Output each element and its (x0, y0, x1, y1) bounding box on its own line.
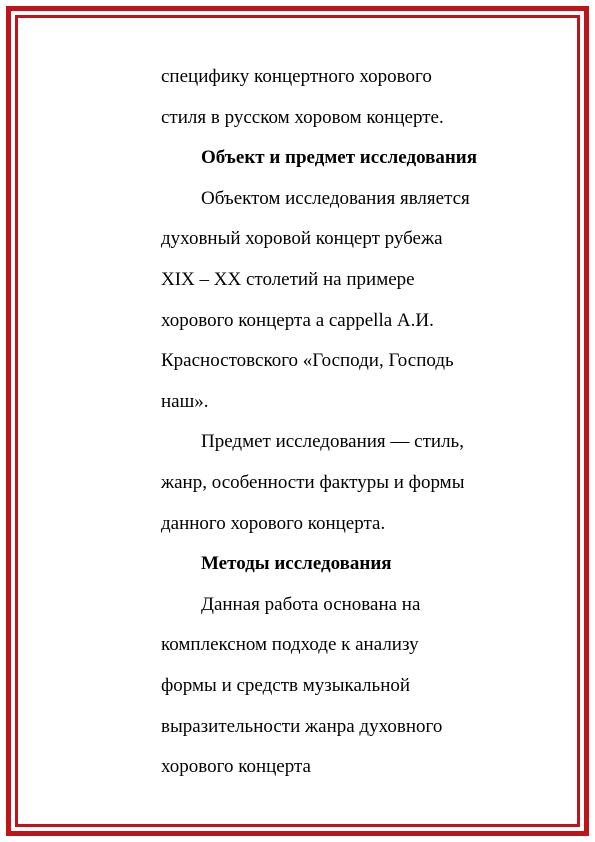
paragraph-line: Данная работа основана на (201, 593, 421, 615)
paragraph-line: Красностовского «Господи, Господь (161, 350, 454, 372)
paragraph-line: данного хорового концерта. (161, 512, 386, 534)
section-heading-object: Объект и предмет исследования (201, 147, 478, 169)
paragraph-line: жанр, особенности фактуры и формы (161, 471, 465, 493)
paragraph-line: Предмет исследования — стиль, (201, 431, 464, 453)
paragraph-line: комплексном подходе к анализу (161, 634, 419, 656)
paragraph-line: хорового концерта (161, 756, 311, 778)
paragraph-line: наш». (161, 390, 209, 412)
document-body (161, 57, 541, 788)
paragraph-line: формы и средств музыкальной (161, 674, 411, 696)
paragraph-line: XIX – XX столетий на примере (161, 268, 415, 290)
paragraph-line: хорового концерта а cappella А.И. (161, 309, 434, 331)
paragraph-line: духовный хоровой концерт рубежа (161, 228, 443, 250)
section-heading-methods: Методы исследования (201, 553, 392, 575)
paragraph-line: специфику концертного хорового (161, 66, 432, 87)
paragraph-line: Объектом исследования является (201, 187, 470, 209)
paragraph-line: выразительности жанра духовного (161, 715, 443, 737)
paragraph-line: стиля в русском хоровом концерте. (161, 106, 444, 128)
